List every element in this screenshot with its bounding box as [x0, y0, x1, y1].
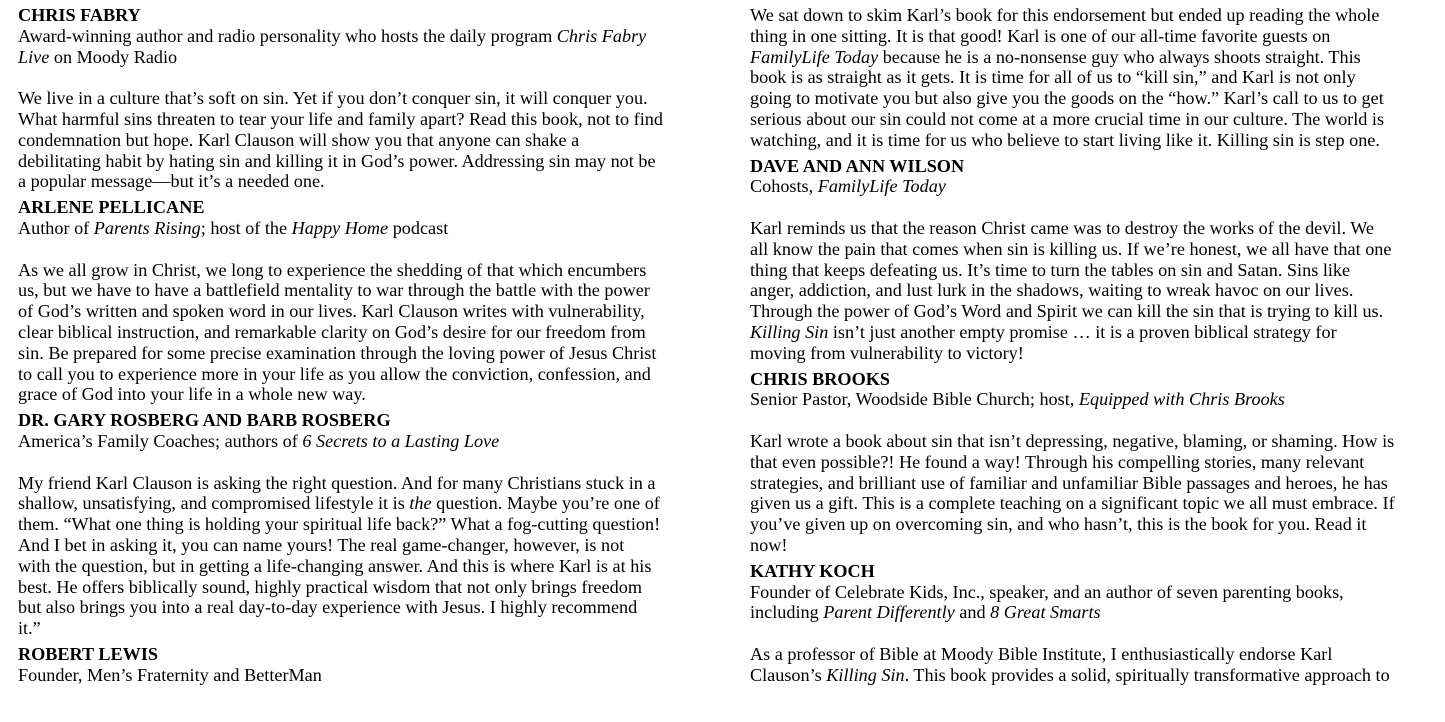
- text-line: [18, 473, 718, 494]
- italic-title: the: [409, 493, 432, 514]
- text-line: [750, 26, 1440, 47]
- text-line: [750, 130, 1440, 151]
- text-run: to call you to experience more in your life as you allow the conviction, confession, and: [18, 363, 651, 384]
- text-line: [18, 535, 718, 556]
- text-line: [750, 239, 1440, 260]
- text-run: podcast: [388, 217, 449, 238]
- text-line: [18, 280, 718, 301]
- italic-title: Parents Rising: [93, 217, 201, 238]
- text-line: [18, 322, 718, 343]
- text-line: [18, 597, 718, 618]
- text-run: Founder of Celebrate Kids, Inc., speaker, and an author of seven parenting books,: [750, 581, 1344, 602]
- text-run: a popular message—but it’s a needed one.: [18, 171, 325, 192]
- paragraph-spacer: [750, 623, 1440, 644]
- text-line: [750, 280, 1440, 301]
- text-run: And I bet in asking it, you can name yours! The real game-changer, however, is not: [18, 534, 625, 555]
- text-run: strategies, and brilliant use of familiar and unfamiliar Bible passages and heroes, he has: [750, 472, 1388, 493]
- text-line: [750, 218, 1440, 239]
- text-run: anger, addiction, and lust lurk in the shadows, waiting to wreak havoc on our lives.: [750, 280, 1354, 301]
- text-run: with the question, but in getting a life-changing answer. And this is where Karl is at his: [18, 555, 652, 576]
- italic-title: Killing Sin: [826, 664, 905, 685]
- text-run: now!: [750, 534, 788, 555]
- paragraph-spacer: [18, 67, 718, 88]
- text-run: it.”: [18, 618, 41, 639]
- text-line: [750, 301, 1440, 322]
- text-line: [750, 431, 1440, 452]
- paragraph-spacer: [18, 452, 718, 473]
- text-run: We live in a culture that’s soft on sin. Yet if you don’t conquer sin, it will conquer you.: [18, 88, 648, 109]
- text-run: given us a gift. This is a complete teaching on a significant topic we all must embrace. If: [750, 493, 1395, 514]
- text-run: thing in one sitting. It is that good! Karl is one of our all-time favorite guests on: [750, 25, 1331, 46]
- italic-title: FamilyLife Today: [817, 176, 946, 197]
- text-run: As we all grow in Christ, we long to experience the shedding of that which encumbers: [18, 259, 647, 280]
- text-run: Cohosts,: [750, 176, 818, 197]
- text-run: going to motivate you but also give you the goods on the “how.” Karl’s call to us to get: [750, 88, 1384, 109]
- text-line: [18, 109, 718, 130]
- italic-title: 8 Great Smarts: [990, 602, 1101, 623]
- text-line: [750, 493, 1440, 514]
- text-run: isn’t just another empty promise … it is a proven biblical strategy for: [828, 321, 1337, 342]
- text-line: [18, 514, 718, 535]
- endorser-name: CHRIS BROOKS: [750, 368, 890, 389]
- text-run: watching, and it is time for us who believe to start living like it. Killing sin is step one.: [750, 129, 1380, 150]
- text-line: [750, 602, 1440, 623]
- text-line: [18, 218, 718, 239]
- paragraph-spacer: [750, 197, 1440, 218]
- text-line: [750, 5, 1440, 26]
- text-run: of God’s written and spoken word in our lives. Karl Clauson writes with vulnerability,: [18, 301, 645, 322]
- text-run: moving from vulnerability to victory!: [750, 342, 1024, 363]
- text-run: you’ve given up on overcoming sin, and who hasn’t, this is the book for you. Read it: [750, 514, 1367, 535]
- right-column: [750, 5, 1440, 686]
- text-run: best. He offers biblically sound, highly practical wisdom that not only brings freedom: [18, 576, 642, 597]
- text-run: them. “What one thing is holding your spiritual life back?” What a fog-cutting question!: [18, 514, 661, 535]
- paragraph-spacer: [750, 410, 1440, 431]
- italic-title: Live: [18, 46, 50, 67]
- text-run: condemnation but hope. Karl Clauson will show you that anyone can shake a: [18, 129, 580, 150]
- text-run: that even possible?! He found a way! Through his compelling stories, many relevant: [750, 451, 1365, 472]
- text-line: [750, 67, 1440, 88]
- text-run: serious about our sin could not come at a more crucial time in our culture. The world is: [750, 108, 1385, 129]
- endorser-name: DAVE AND ANN WILSON: [750, 155, 965, 176]
- text-line: [750, 176, 1440, 197]
- text-line: [750, 109, 1440, 130]
- paragraph-spacer: [18, 239, 718, 260]
- text-run: Author of: [18, 217, 94, 238]
- italic-title: Parent Differently: [823, 602, 955, 623]
- text-run: including: [750, 602, 824, 623]
- endorser-name: CHRIS FABRY: [18, 5, 141, 25]
- endorser-name: ROBERT LEWIS: [18, 643, 159, 664]
- endorser-name: KATHY KOCH: [750, 560, 875, 581]
- text-run: debilitating habit by hating sin and killing it in God’s power. Addressing sin may not be: [18, 150, 656, 171]
- text-run: sin. Be prepared for some precise examination through the loving power of Jesus Christ: [18, 342, 657, 363]
- text-line: [750, 644, 1440, 665]
- text-line: [750, 535, 1440, 556]
- text-run: clear biblical instruction, and remarkable clarity on God’s desire for our freedom from: [18, 321, 646, 342]
- text-line: [18, 171, 718, 192]
- text-run: thing that keeps defeating us. It’s time to turn the tables on sin and Satan. Sins like: [750, 259, 1351, 280]
- text-run: We sat down to skim Karl’s book for this endorsement but ended up reading the whole: [750, 5, 1380, 25]
- text-run: book is as straight as it gets. It is time for all of us to “kill sin,” and Karl is not only: [750, 67, 1356, 88]
- text-line: [18, 260, 718, 281]
- text-line: [750, 343, 1440, 364]
- text-line: [18, 665, 718, 686]
- text-line: [750, 452, 1440, 473]
- text-line: [18, 493, 718, 514]
- text-line: [750, 260, 1440, 281]
- text-run: Founder, Men’s Fraternity and BetterMan: [18, 664, 322, 685]
- text-run: and: [954, 602, 991, 623]
- endorser-name: ARLENE PELLICANE: [18, 197, 205, 218]
- text-run: As a professor of Bible at Moody Bible Institute, I enthusiastically endorse Karl: [750, 643, 1333, 664]
- text-line: [18, 26, 718, 47]
- text-run: Senior Pastor, Woodside Bible Church; host,: [750, 389, 1079, 410]
- text-run: Award-winning author and radio personality who hosts the daily program: [18, 25, 557, 46]
- endorser-name: DR. GARY ROSBERG AND BARB ROSBERG: [18, 410, 391, 431]
- text-line: [18, 130, 718, 151]
- text-line: [18, 364, 718, 385]
- text-line: [750, 88, 1440, 109]
- text-run: us, but we have to have a battlefield mentality to war through the battle with the power: [18, 280, 650, 301]
- text-run: America’s Family Coaches; authors of: [18, 430, 303, 451]
- italic-title: Happy Home: [291, 217, 389, 238]
- text-line: [750, 514, 1440, 535]
- text-line: [750, 389, 1440, 410]
- text-line: [18, 151, 718, 172]
- text-run: but also brings you into a real day-to-day experience with Jesus. I highly recommend: [18, 597, 638, 618]
- text-run: all know the pain that comes when sin is killing us. If we’re honest, we all have that one: [750, 238, 1392, 259]
- italic-title: Equipped with Chris Brooks: [1078, 389, 1285, 410]
- text-run: shallow, unsatisfying, and compromised lifestyle it is: [18, 493, 410, 514]
- text-line: [18, 47, 718, 68]
- text-run: on Moody Radio: [49, 46, 178, 67]
- text-run: My friend Karl Clauson is asking the right question. And for many Christians stuck in a: [18, 472, 656, 493]
- text-run: Karl reminds us that the reason Christ came was to destroy the works of the devil. We: [750, 217, 1375, 238]
- text-line: [750, 322, 1440, 343]
- italic-title: Killing Sin: [750, 321, 829, 342]
- text-line: [18, 88, 718, 109]
- text-run: . This book provides a solid, spiritually transformative approach to: [904, 664, 1390, 685]
- text-run: because he is a no-nonsense guy who always shoots straight. This: [878, 46, 1361, 67]
- text-line: [18, 301, 718, 322]
- text-line: [750, 47, 1440, 68]
- text-run: What harmful sins threaten to tear your life and family apart? Read this book, not to find: [18, 108, 663, 129]
- text-run: Clauson’s: [750, 664, 827, 685]
- text-run: ; host of the: [200, 217, 292, 238]
- text-line: [18, 343, 718, 364]
- text-line: [18, 431, 718, 452]
- italic-title: 6 Secrets to a Lasting Love: [302, 430, 500, 451]
- left-column: [18, 5, 718, 686]
- text-line: [750, 473, 1440, 494]
- text-line: [18, 384, 718, 405]
- text-line: [18, 618, 718, 639]
- text-line: [18, 556, 718, 577]
- text-line: [750, 665, 1440, 686]
- text-line: [18, 577, 718, 598]
- text-run: question. Maybe you’re one of: [431, 493, 660, 514]
- text-line: [750, 582, 1440, 603]
- text-run: Through the power of God’s Word and Spirit we can kill the sin that is trying to kill us.: [750, 301, 1384, 322]
- italic-title: Chris Fabry: [556, 25, 647, 46]
- italic-title: FamilyLife Today: [750, 46, 879, 67]
- text-run: Karl wrote a book about sin that isn’t depressing, negative, blaming, or shaming. How is: [750, 430, 1395, 451]
- text-run: grace of God into your life in a whole new way.: [18, 384, 366, 405]
